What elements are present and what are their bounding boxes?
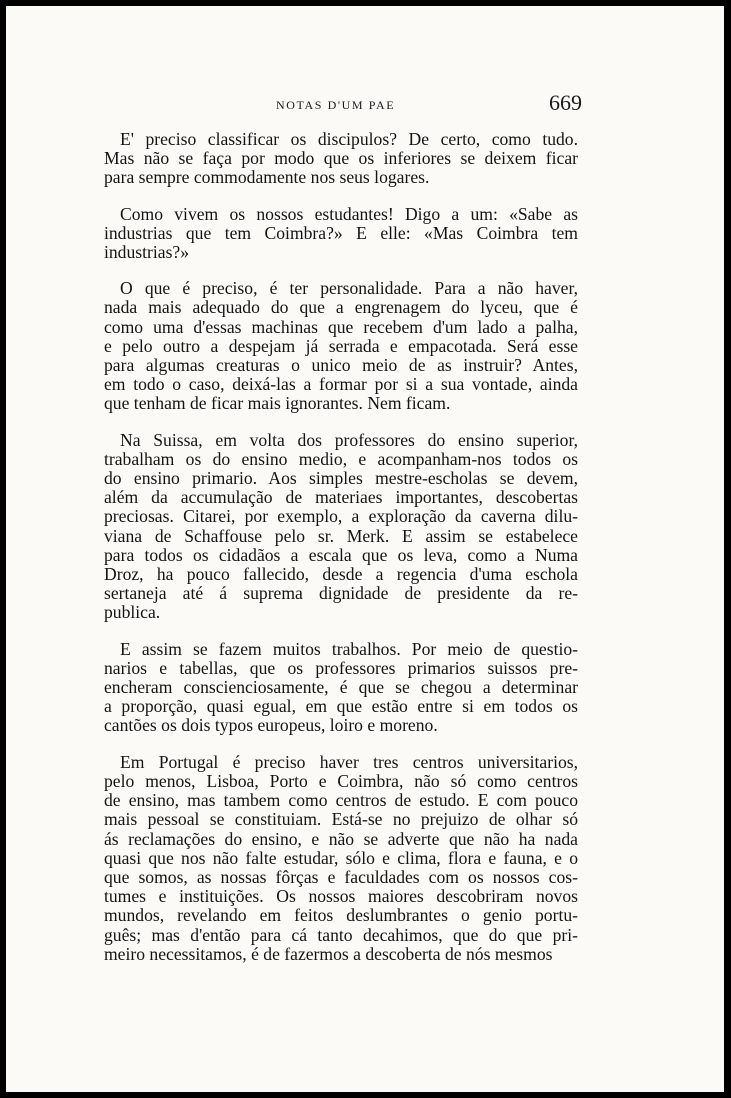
text-line: ás reclamações do ensino, e não se adverte que não ha nada [104, 828, 578, 849]
book-page [6, 6, 724, 1092]
text-line: pelo menos, Lisboa, Porto e Coimbra, não só como centros [104, 770, 578, 791]
text-line: Em Portugal é preciso haver tres centros universitarios, [120, 751, 578, 772]
text-line: do ensino primario. Aos simples mestre-escholas se devem, [104, 468, 578, 489]
text-line: que somos, as nossas fôrças e faculdades com os nossos cos- [104, 866, 578, 887]
text-line: como uma d'essas machinas que recebem d'um lado a palha, [104, 316, 578, 337]
page-number: 669 [549, 90, 582, 115]
text-line: Como vivem os nossos estudantes! Digo a um: «Sabe as [120, 203, 578, 224]
text-line: para algumas creaturas o unico meio de as instruir? Antes, [104, 355, 578, 376]
text-line: industrias que tem Coimbra?» E elle: «Mas Coimbra tem [104, 222, 578, 243]
text-line: preciosas. Citarei, por exemplo, a exploração da caverna dilu- [104, 506, 578, 527]
body-text [104, 130, 578, 964]
paragraph [104, 431, 578, 623]
text-line: Droz, ha pouco fallecido, desde a regencia d'uma eschola [104, 564, 578, 585]
text-line: guês; mas d'então para cá tanto decahimos, que do que pri- [104, 924, 578, 945]
text-line: e pelo outro a despejam já serrada e empacotada. Será esse [104, 335, 578, 356]
text-line: para todos os cidadãos a escala que os leva, como a Numa [104, 544, 578, 565]
text-line: sertaneja até á suprema dignidade de presidente da re- [104, 583, 578, 604]
text-line: industrias?» [104, 242, 190, 263]
text-line: que tenham de ficar mais ignorantes. Nem ficam. [104, 393, 451, 414]
paragraph [104, 640, 578, 736]
text-line: quasi que nos não falte estudar, sólo e clima, flora e fauna, e o [104, 847, 578, 868]
text-line: Mas não se faça por modo que os inferiores se deixem ficar [104, 148, 578, 169]
paragraph [104, 279, 578, 413]
text-line: nada mais adequado do que a engrenagem do lyceu, que é [104, 297, 578, 318]
text-line: meiro necessitamos, é de fazermos a descoberta de nós mesmos [104, 943, 553, 964]
text-line: para sempre commodamente nos seus logares. [104, 167, 430, 188]
text-line: E assim se fazem muitos trabalhos. Por meio de questio- [120, 638, 578, 659]
text-line: publica. [104, 602, 161, 623]
text-line: cantões os dois typos europeus, loiro e moreno. [104, 715, 438, 736]
text-line: Na Suissa, em volta dos professores do ensino superior, [120, 429, 578, 450]
text-line: trabalham os do ensino medio, e acompanham-nos todos os [104, 448, 578, 469]
running-title: NOTAS D'UM PAE [276, 98, 396, 112]
text-line: mais pessoal se constituiam. Está-se no prejuizo de olhar só [104, 809, 578, 830]
text-line: viana de Schaffouse pelo sr. Merk. E assim se estabelece [104, 525, 578, 546]
text-line: E' preciso classificar os discipulos? De certo, como tudo. [120, 129, 578, 149]
text-line: O que é preciso, é ter personalidade. Para a não haver, [120, 278, 578, 299]
text-line: em todo o caso, deixá-las a formar por si a sua vontade, ainda [104, 374, 578, 395]
text-line: a proporção, quasi egual, em que estão entre si em todos os [104, 696, 578, 717]
text-line: além da accumulação de materiaes importantes, descobertas [104, 487, 578, 508]
paragraph [104, 205, 578, 263]
paragraph [104, 753, 578, 964]
paragraph [104, 130, 578, 188]
text-line: tumes e instituições. Os nossos maiores descobriram novos [104, 886, 578, 907]
text-line: mundos, revelando em feitos deslumbrantes o genio portu- [104, 905, 578, 926]
text-line: narios e tabellas, que os professores primarios suissos pre- [104, 657, 578, 678]
text-line: de ensino, mas tambem como centros de estudo. E com pouco [104, 790, 578, 811]
page-header [6, 90, 724, 120]
text-line: encheram conscienciosamente, é que se chegou a determinar [104, 677, 578, 698]
